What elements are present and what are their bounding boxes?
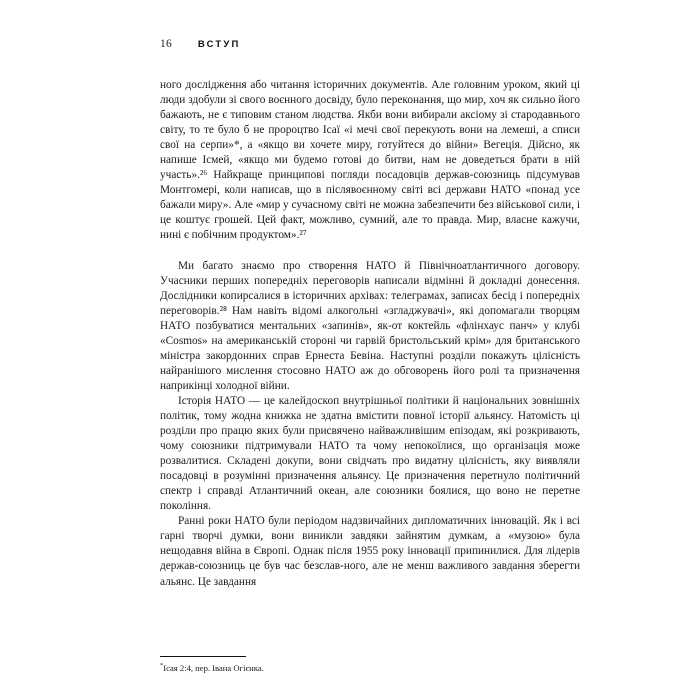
- paragraph-4: Ранні роки НАТО були періодом надзвичайних дипломатичних інновацій. Як і всі гарні творчі думки, вони виникли завдяки зайнятим думкам, а «музою» була нещодавня війна в Європі. Однак після 1955 року інновації припинилися. Для лідерів держав-союзниць це був час безслав-ного, але не менш важливого завдання зберегти альянс. Це завдання: [160, 515, 580, 588]
- footnote-body: Ісая 2:4, пер. Івана Огієнка.: [163, 663, 264, 673]
- footnote: [160, 663, 580, 674]
- footnote-marker: *: [160, 662, 164, 670]
- footnote-area: [160, 656, 580, 674]
- body-text: [160, 78, 580, 590]
- page-number: 16: [160, 38, 172, 50]
- paragraph-3: Історія НАТО — це калейдоскоп внутрішньої політики й національних зовнішніх політик, тому жодна книжка не здатна вмістити повної історії альянсу. Натомість ці розділи про працю яких були присвячено найважливішим епізодам, які розкривають, чому союзники підтримували НАТО та чому непокоїлися, що організація може розвалитися. Складені докупи, вони свідчать про видатну цілісність, яку виявляли посадовці в розумінні призначення альянсу. Це призначення перетнуло політичний спектр і справді Атлантичний океан, але союзники боялися, що воно не перетне покоління.: [160, 394, 580, 513]
- paragraph-1: ного дослідження або читання історичних документів. Але головним уроком, який ці люди здобули зі свого воєнного досвіду, було переконання, що мир, хоч як сильно його бажають, не є типовим станом людства. Якби вони вибирали аксіому зі стародавнього світу, то те було б не пророцтво Ісаї «і мечі свої перекують вони на лемеші, а списи свої на серпи»*, а «якщо ви хочете миру, готуйтеся до війни» Вегеція. Дійсно, як напише Ісмей, «якщо ми будемо готові до битви, нам не доведеться брати в ній участь».²⁶ Найкраще принципові погляди посадовців держав-союзниць підсумував Монтгомері, коли написав, що в післявоєнному світі всі держави НАТО «понад усе бажали миру». Але «мир у сучасному світі не можна забезпечити без військової сили, і це коштує грошей. Цей факт, можливо, сумний, але то правда. Мир, власне кажучи, нині є побічним продуктом».²⁷: [160, 79, 580, 242]
- running-head-title: ВСТУП: [197, 39, 241, 50]
- paragraph-2: Ми багато знаємо про створення НАТО й Північноатлантичного договору. Учасники перших попередніх переговорів написали відмінні й докладні донесення. Дослідники копирсалися в історичних архівах: телеграмах, записах бесід і попередніх переговорів.²⁸ Нам навіть відомі алкогольні «згладжувачі», які допомагали творцям НАТО позбуватися ментальних «запинів», як-от коктейль «флінхаус панч» у клубі «Cosmos» на американській стороні чи гарвій бристольський крім» для британського міністра закордонних справ Ернеста Бевіна. Наступні розділи покажуть цілісність найранішого мислення стосовно НАТО аж до обговорень його ролі та призначення наприкінці холодної війни.: [160, 259, 580, 392]
- footnote-divider: [160, 656, 246, 657]
- running-head: [160, 38, 580, 52]
